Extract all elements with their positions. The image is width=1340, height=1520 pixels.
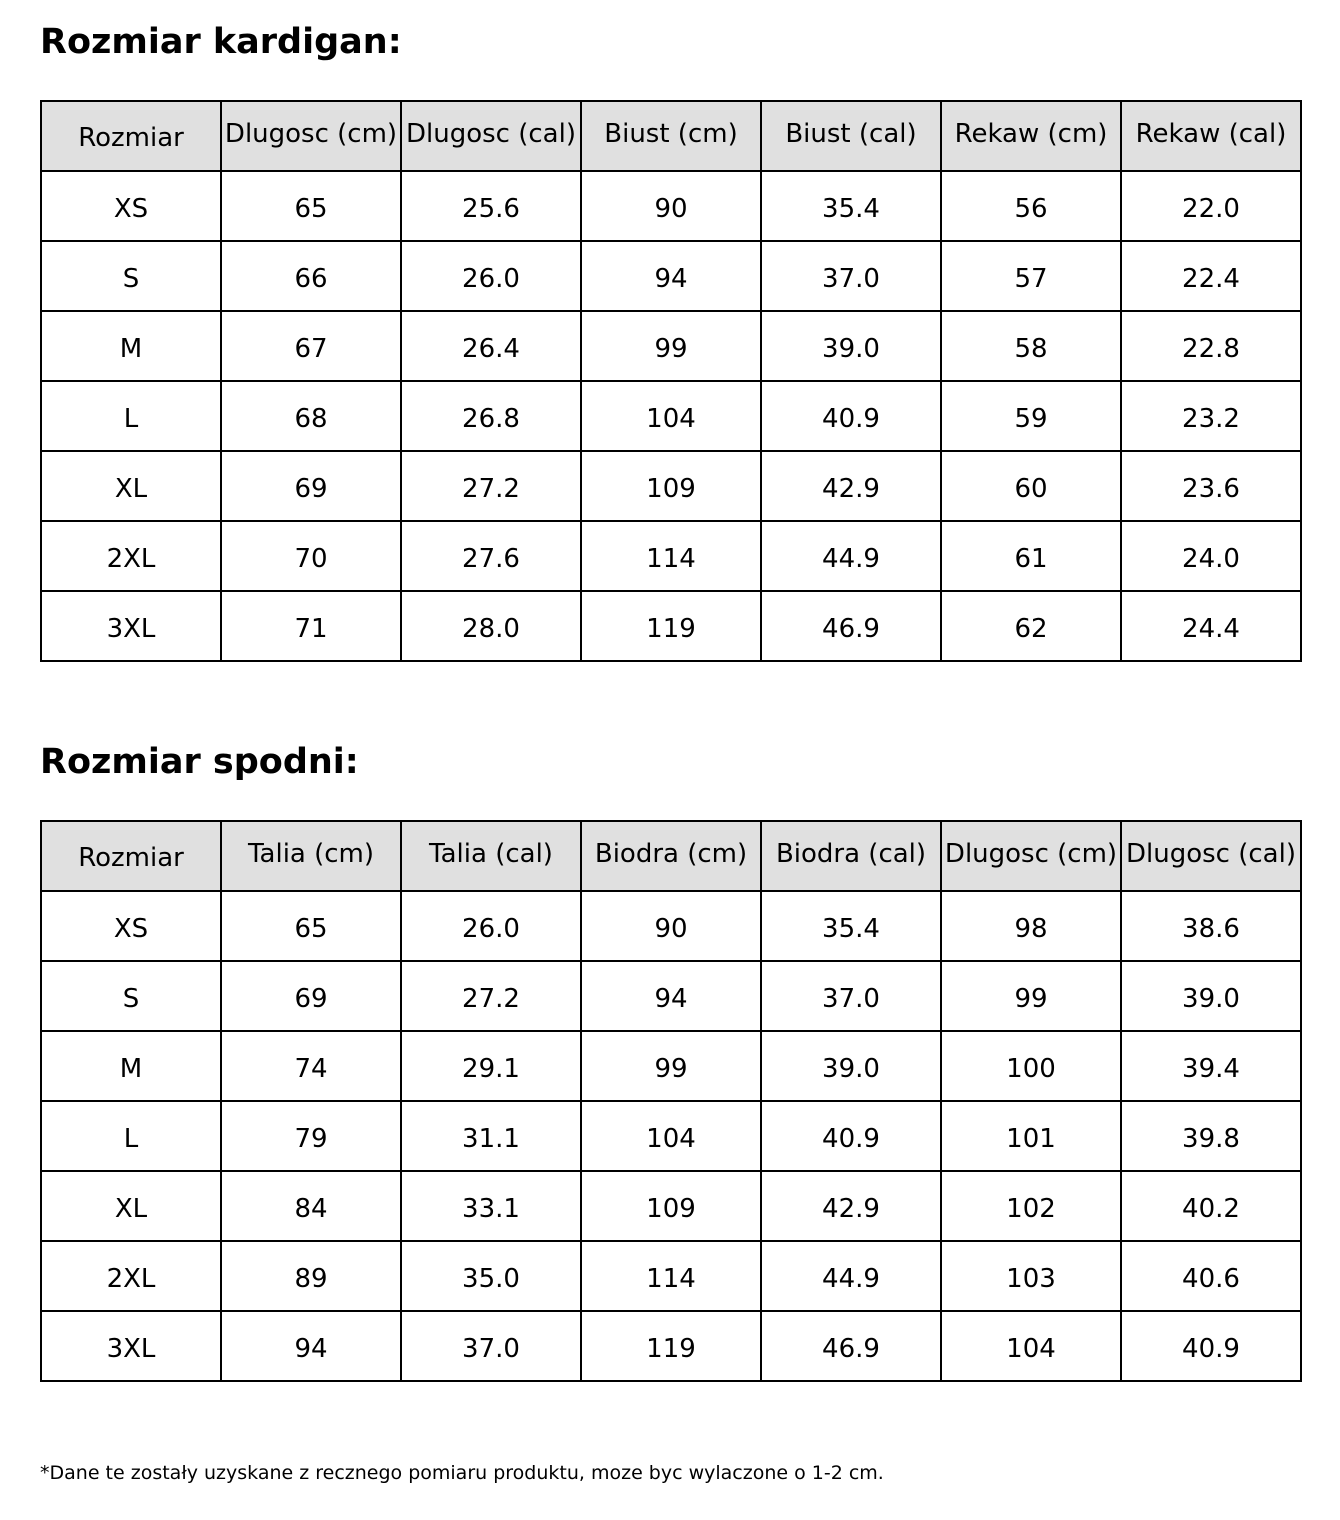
cell-value: L (123, 404, 139, 434)
cell-value: 37.0 (462, 1334, 520, 1364)
cell-value: 3XL (106, 1334, 156, 1364)
cell-value: 101 (1006, 1124, 1056, 1154)
size-label-cell (41, 451, 221, 521)
cell-value: 58 (1014, 334, 1048, 364)
column-header-label: Biust (cm) (604, 119, 738, 149)
size-label-cell (41, 241, 221, 311)
cell-value: 65 (294, 194, 328, 224)
cell-value: 94 (294, 1334, 328, 1364)
column-header-label: Dlugosc (cal) (1126, 839, 1296, 869)
cell-value: 27.2 (462, 474, 520, 504)
cell-value: 40.2 (1182, 1194, 1240, 1224)
column-header (1121, 101, 1301, 171)
table-header-row (41, 101, 1301, 171)
measurement-cell (1121, 891, 1301, 961)
cell-value: 26.8 (462, 404, 520, 434)
cell-value: 68 (294, 404, 328, 434)
measurement-cell (221, 1031, 401, 1101)
size-label-cell (41, 521, 221, 591)
cell-value: 59 (1014, 404, 1048, 434)
measurement-cell (221, 1241, 401, 1311)
measurement-cell (401, 241, 581, 311)
cell-value: 104 (646, 404, 696, 434)
measurement-cell (941, 521, 1121, 591)
measurement-cell (761, 961, 941, 1031)
table-row (41, 591, 1301, 661)
measurement-cell (581, 1101, 761, 1171)
measurement-cell (941, 241, 1121, 311)
measurement-cell (221, 241, 401, 311)
measurement-cell (581, 241, 761, 311)
cell-value: 24.4 (1182, 614, 1240, 644)
table-row (41, 1241, 1301, 1311)
measurement-cell (941, 891, 1121, 961)
cell-value: 2XL (106, 544, 156, 574)
cell-value: 25.6 (462, 194, 520, 224)
measurement-cell (221, 1171, 401, 1241)
measurement-cell (1121, 1031, 1301, 1101)
cell-value: 65 (294, 914, 328, 944)
measurement-cell (1121, 311, 1301, 381)
measurement-cell (761, 171, 941, 241)
measurement-cell (1121, 381, 1301, 451)
cell-value: 44.9 (822, 544, 880, 574)
measurement-cell (1121, 241, 1301, 311)
measurement-cell (221, 961, 401, 1031)
size-label-cell (41, 1311, 221, 1381)
cell-value: 114 (646, 544, 696, 574)
table-row (41, 521, 1301, 591)
measurement-cell (401, 1311, 581, 1381)
column-header-label: Dlugosc (cm) (224, 119, 398, 149)
cell-value: 46.9 (822, 1334, 880, 1364)
measurement-cell (581, 171, 761, 241)
measurement-cell (1121, 1241, 1301, 1311)
size-label-cell (41, 171, 221, 241)
measurement-cell (401, 1031, 581, 1101)
cell-value: 74 (294, 1054, 328, 1084)
measurement-cell (761, 381, 941, 451)
measurement-cell (401, 381, 581, 451)
cell-value: 99 (654, 334, 688, 364)
cell-value: 2XL (106, 1264, 156, 1294)
measurement-cell (1121, 521, 1301, 591)
measurement-cell (581, 591, 761, 661)
column-header-label: Talia (cal) (429, 839, 553, 869)
cell-value: 33.1 (462, 1194, 520, 1224)
measurement-cell (1121, 591, 1301, 661)
cell-value: 90 (654, 914, 688, 944)
table-row (41, 1031, 1301, 1101)
measurement-cell (221, 591, 401, 661)
measurement-footnote: *Dane te zostały uzyskane z recznego pomiaru produktu, moze byc wylaczone o 1-2 cm. (40, 1462, 884, 1484)
cell-value: 102 (1006, 1194, 1056, 1224)
cell-value: 109 (646, 474, 696, 504)
cell-value: 90 (654, 194, 688, 224)
size-label-cell (41, 311, 221, 381)
measurement-cell (401, 451, 581, 521)
measurement-cell (581, 891, 761, 961)
cell-value: 44.9 (822, 1264, 880, 1294)
cell-value: 89 (294, 1264, 328, 1294)
measurement-cell (941, 591, 1121, 661)
cell-value: 56 (1014, 194, 1048, 224)
cell-value: 94 (654, 984, 688, 1014)
measurement-cell (1121, 1171, 1301, 1241)
pants-size-title: Rozmiar spodni: (40, 742, 359, 782)
measurement-cell (221, 311, 401, 381)
cardigan-size-title: Rozmiar kardigan: (40, 22, 402, 62)
column-header (941, 821, 1121, 891)
measurement-cell (581, 1171, 761, 1241)
measurement-cell (401, 1241, 581, 1311)
measurement-cell (401, 311, 581, 381)
cardigan-size-table (40, 100, 1302, 662)
cell-value: 70 (294, 544, 328, 574)
cell-value: 40.9 (1182, 1334, 1240, 1364)
measurement-cell (581, 1311, 761, 1381)
cell-value: M (119, 334, 143, 364)
cell-value: 103 (1006, 1264, 1056, 1294)
column-header (761, 821, 941, 891)
cell-value: 31.1 (462, 1124, 520, 1154)
measurement-cell (581, 381, 761, 451)
cell-value: L (123, 1124, 139, 1154)
cell-value: 23.2 (1182, 404, 1240, 434)
measurement-cell (401, 961, 581, 1031)
cell-value: 35.0 (462, 1264, 520, 1294)
cell-value: 42.9 (822, 1194, 880, 1224)
cell-value: 39.4 (1182, 1054, 1240, 1084)
cell-value: 114 (646, 1264, 696, 1294)
measurement-cell (761, 1171, 941, 1241)
table-row (41, 1171, 1301, 1241)
column-header-label: Dlugosc (cm) (944, 839, 1118, 869)
measurement-cell (941, 171, 1121, 241)
cell-value: 22.4 (1182, 264, 1240, 294)
measurement-cell (1121, 1311, 1301, 1381)
cell-value: 27.6 (462, 544, 520, 574)
column-header (401, 821, 581, 891)
cell-value: 69 (294, 474, 328, 504)
size-label-cell (41, 591, 221, 661)
cell-value: 40.9 (822, 1124, 880, 1154)
size-label-cell (41, 1031, 221, 1101)
measurement-cell (401, 1101, 581, 1171)
measurement-cell (1121, 961, 1301, 1031)
measurement-cell (941, 381, 1121, 451)
cell-value: 109 (646, 1194, 696, 1224)
cell-value: 94 (654, 264, 688, 294)
column-header (941, 101, 1121, 171)
measurement-cell (761, 1101, 941, 1171)
measurement-cell (941, 1171, 1121, 1241)
size-label-cell (41, 961, 221, 1031)
cell-value: 46.9 (822, 614, 880, 644)
pants-size-table (40, 820, 1302, 1382)
cell-value: S (122, 264, 140, 294)
table-row (41, 1311, 1301, 1381)
cell-value: 39.0 (1182, 984, 1240, 1014)
column-header (41, 101, 221, 171)
cell-value: 61 (1014, 544, 1048, 574)
measurement-cell (221, 521, 401, 591)
cell-value: 104 (1006, 1334, 1056, 1364)
column-header (401, 101, 581, 171)
cell-value: 62 (1014, 614, 1048, 644)
cell-value: 104 (646, 1124, 696, 1154)
cell-value: 29.1 (462, 1054, 520, 1084)
table-row (41, 891, 1301, 961)
cell-value: 22.0 (1182, 194, 1240, 224)
measurement-cell (761, 451, 941, 521)
size-label-cell (41, 1241, 221, 1311)
table-row (41, 311, 1301, 381)
measurement-cell (581, 961, 761, 1031)
cell-value: 26.0 (462, 264, 520, 294)
cell-value: 37.0 (822, 984, 880, 1014)
cell-value: 39.8 (1182, 1124, 1240, 1154)
table-header-row (41, 821, 1301, 891)
measurement-cell (1121, 451, 1301, 521)
table-row (41, 241, 1301, 311)
size-label-cell (41, 381, 221, 451)
measurement-cell (941, 1031, 1121, 1101)
measurement-cell (941, 1241, 1121, 1311)
cell-value: 24.0 (1182, 544, 1240, 574)
measurement-cell (581, 1031, 761, 1101)
measurement-cell (401, 521, 581, 591)
column-header (221, 821, 401, 891)
measurement-cell (221, 1101, 401, 1171)
table-row (41, 381, 1301, 451)
cell-value: 38.6 (1182, 914, 1240, 944)
column-header (581, 821, 761, 891)
table-row (41, 451, 1301, 521)
cell-value: 37.0 (822, 264, 880, 294)
cell-value: 40.9 (822, 404, 880, 434)
measurement-cell (941, 451, 1121, 521)
column-header-label: Biodra (cal) (775, 839, 927, 869)
cell-value: 84 (294, 1194, 328, 1224)
cell-value: 119 (646, 614, 696, 644)
measurement-cell (761, 521, 941, 591)
measurement-cell (221, 171, 401, 241)
measurement-cell (221, 891, 401, 961)
cell-value: 98 (1014, 914, 1048, 944)
table-row (41, 1101, 1301, 1171)
cell-value: 35.4 (822, 194, 880, 224)
measurement-cell (401, 591, 581, 661)
cell-value: XL (114, 474, 148, 504)
column-header (1121, 821, 1301, 891)
cell-value: XL (114, 1194, 148, 1224)
cell-value: 57 (1014, 264, 1048, 294)
cell-value: 35.4 (822, 914, 880, 944)
cell-value: 71 (294, 614, 328, 644)
measurement-cell (581, 451, 761, 521)
cell-value: XS (113, 914, 149, 944)
cell-value: 67 (294, 334, 328, 364)
cell-value: 79 (294, 1124, 328, 1154)
table-row (41, 961, 1301, 1031)
cell-value: 60 (1014, 474, 1048, 504)
cell-value: 26.0 (462, 914, 520, 944)
cell-value: 3XL (106, 614, 156, 644)
table-row (41, 171, 1301, 241)
size-label-cell (41, 1171, 221, 1241)
column-header-label: Rekaw (cm) (954, 119, 1108, 149)
column-header-label: Dlugosc (cal) (406, 119, 576, 149)
cell-value: 99 (1014, 984, 1048, 1014)
cell-value: 100 (1006, 1054, 1056, 1084)
cell-value: 39.0 (822, 334, 880, 364)
column-header (41, 821, 221, 891)
cell-value: 40.6 (1182, 1264, 1240, 1294)
measurement-cell (941, 1101, 1121, 1171)
column-header-label: Rekaw (cal) (1135, 119, 1287, 149)
cell-value: M (119, 1054, 143, 1084)
measurement-cell (1121, 171, 1301, 241)
cell-value: 69 (294, 984, 328, 1014)
measurement-cell (761, 1031, 941, 1101)
cell-value: S (122, 984, 140, 1014)
column-header-label: Rozmiar (78, 123, 184, 153)
cell-value: 39.0 (822, 1054, 880, 1084)
measurement-cell (221, 451, 401, 521)
measurement-cell (761, 591, 941, 661)
cell-value: 28.0 (462, 614, 520, 644)
measurement-cell (581, 311, 761, 381)
column-header (761, 101, 941, 171)
measurement-cell (761, 1241, 941, 1311)
measurement-cell (761, 311, 941, 381)
cell-value: 99 (654, 1054, 688, 1084)
cell-value: 22.8 (1182, 334, 1240, 364)
size-label-cell (41, 1101, 221, 1171)
measurement-cell (761, 891, 941, 961)
cell-value: 27.2 (462, 984, 520, 1014)
cell-value: 26.4 (462, 334, 520, 364)
column-header-label: Talia (cm) (247, 839, 375, 869)
size-label-cell (41, 891, 221, 961)
measurement-cell (581, 521, 761, 591)
measurement-cell (941, 961, 1121, 1031)
column-header (221, 101, 401, 171)
cell-value: 66 (294, 264, 328, 294)
measurement-cell (401, 1171, 581, 1241)
measurement-cell (221, 1311, 401, 1381)
column-header-label: Biust (cal) (785, 119, 917, 149)
cell-value: 42.9 (822, 474, 880, 504)
measurement-cell (941, 1311, 1121, 1381)
cell-value: 23.6 (1182, 474, 1240, 504)
measurement-cell (581, 1241, 761, 1311)
cell-value: XS (113, 194, 149, 224)
measurement-cell (401, 891, 581, 961)
column-header-label: Biodra (cm) (594, 839, 748, 869)
measurement-cell (761, 1311, 941, 1381)
cell-value: 119 (646, 1334, 696, 1364)
measurement-cell (761, 241, 941, 311)
measurement-cell (941, 311, 1121, 381)
column-header-label: Rozmiar (78, 843, 184, 873)
measurement-cell (401, 171, 581, 241)
measurement-cell (221, 381, 401, 451)
measurement-cell (1121, 1101, 1301, 1171)
column-header (581, 101, 761, 171)
